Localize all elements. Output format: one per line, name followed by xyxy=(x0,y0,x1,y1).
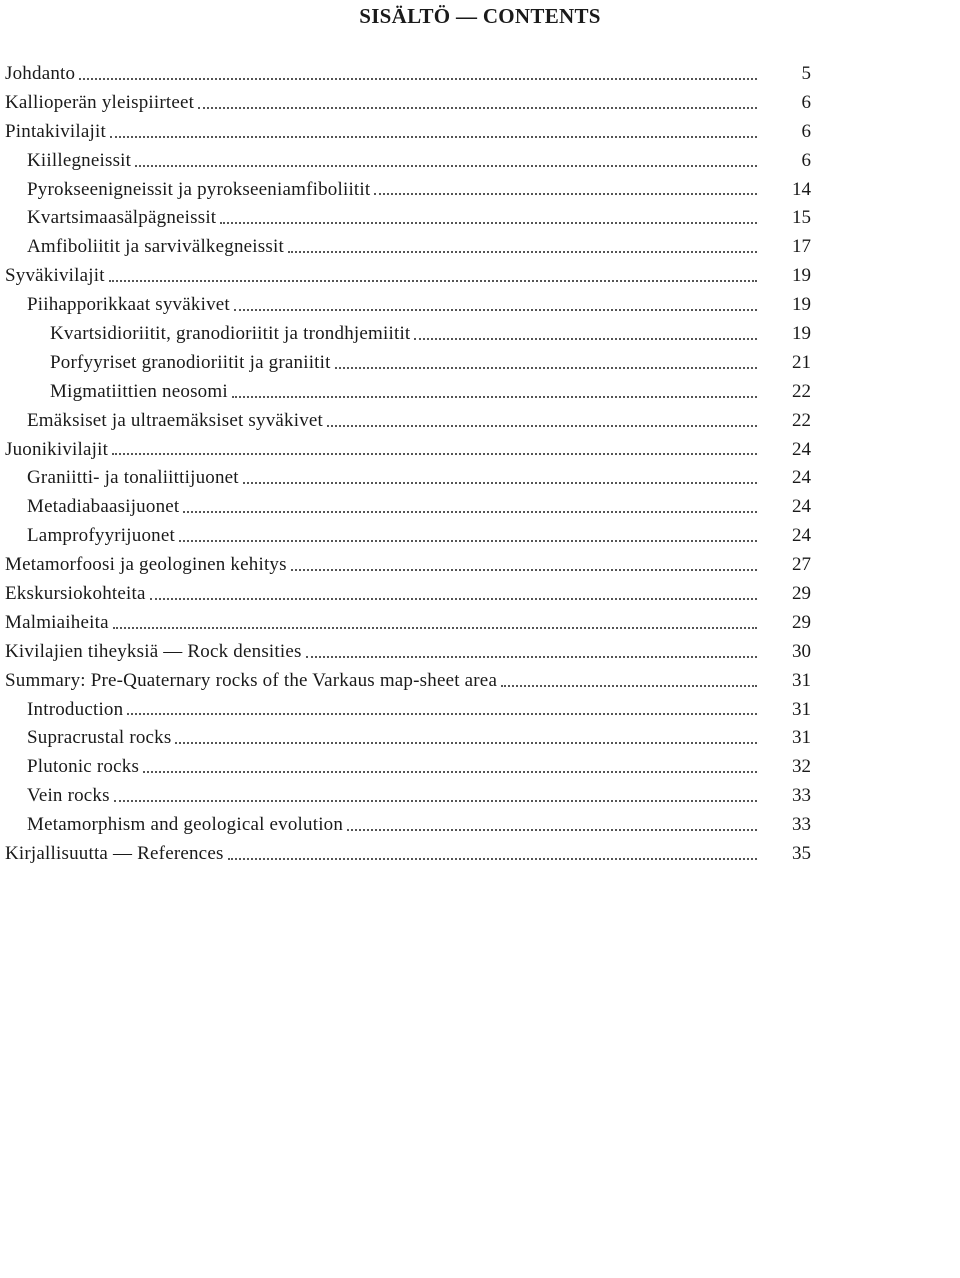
toc-entry-page-number: 6 xyxy=(801,120,811,142)
toc-entry-page-number: 19 xyxy=(792,265,811,287)
toc-entry-page-number: 24 xyxy=(792,438,811,460)
toc-entry xyxy=(5,724,811,753)
toc-entry-page-number: 24 xyxy=(792,467,811,489)
toc-entry-page-number: 24 xyxy=(792,525,811,547)
dot-leader xyxy=(109,280,757,282)
toc-entry xyxy=(5,349,811,378)
toc-entry-page-number: 19 xyxy=(792,323,811,345)
toc-entry xyxy=(5,118,811,147)
toc-entry-label: Supracrustal rocks xyxy=(27,727,172,749)
toc-entry-page-number: 32 xyxy=(792,756,811,778)
toc-entry-page-number: 31 xyxy=(792,669,811,691)
dot-leader xyxy=(234,309,757,311)
toc-entry-page-number: 31 xyxy=(792,698,811,720)
toc-entry xyxy=(5,667,811,696)
toc-entry xyxy=(5,811,811,840)
toc-entry-label: Malmiaiheita xyxy=(5,611,109,633)
toc-entry xyxy=(5,60,811,89)
toc-entry xyxy=(5,696,811,725)
toc-entry xyxy=(5,493,811,522)
toc-entry-page-number: 15 xyxy=(792,207,811,229)
toc-entry-label: Vein rocks xyxy=(27,785,110,807)
dot-leader xyxy=(228,858,757,860)
toc-entry xyxy=(5,522,811,551)
dot-leader xyxy=(110,136,757,138)
toc-entry-page-number: 6 xyxy=(801,91,811,113)
toc-entry-page-number: 30 xyxy=(792,640,811,662)
toc-entry xyxy=(5,291,811,320)
dot-leader xyxy=(374,193,757,195)
dot-leader xyxy=(179,540,757,542)
toc-entry-label: Plutonic rocks xyxy=(27,756,140,778)
dot-leader xyxy=(135,165,757,167)
dot-leader xyxy=(183,511,757,513)
dot-leader xyxy=(327,425,757,427)
toc-entry-page-number: 33 xyxy=(792,814,811,836)
toc-entry-label: Porfyyriset granodioriitit ja graniitit xyxy=(50,351,331,373)
toc-entry-page-number: 5 xyxy=(801,63,811,84)
toc-entry-label: Lamprofyyrijuonet xyxy=(27,525,175,547)
toc-entry-label: Syväkivilajit xyxy=(5,265,105,287)
toc-entry xyxy=(5,378,811,407)
dot-leader xyxy=(112,453,757,455)
dot-leader xyxy=(150,598,757,600)
toc-entry xyxy=(5,464,811,493)
toc-entry-label: Ekskursiokohteita xyxy=(5,583,146,605)
toc-entry-page-number: 35 xyxy=(792,843,811,865)
toc-entry xyxy=(5,436,811,465)
toc-entry-page-number: 6 xyxy=(801,149,811,171)
dot-leader xyxy=(243,482,757,484)
toc-entry-label: Metamorphism and geological evolution xyxy=(27,814,344,836)
dot-leader xyxy=(79,78,757,80)
toc-entry xyxy=(5,89,811,118)
toc-entry-label: Kirjallisuutta — References xyxy=(5,843,224,865)
toc-entry xyxy=(5,262,811,291)
toc-entry-page-number: 21 xyxy=(792,351,811,373)
toc-entry-page-number: 33 xyxy=(792,785,811,807)
dot-leader xyxy=(232,396,757,398)
toc-entry-page-number: 31 xyxy=(792,727,811,749)
toc-entry-label: Kvartsidioriitit, granodioriitit ja trondhjemiitit xyxy=(50,323,411,345)
toc-entry-page-number: 29 xyxy=(792,611,811,633)
toc-entry-label: Juonikivilajit xyxy=(5,438,109,460)
toc-entry-label: Introduction xyxy=(27,698,124,720)
toc-entry xyxy=(5,840,811,869)
toc-entry-page-number: 24 xyxy=(792,496,811,518)
dot-leader xyxy=(175,742,757,744)
toc-entry xyxy=(5,204,811,233)
toc-entry-label: Pyrokseenigneissit ja pyrokseeniamfiboliitit xyxy=(27,178,371,200)
toc-entry xyxy=(5,638,811,667)
toc-entry-page-number: 22 xyxy=(792,409,811,431)
toc-entry-label: Graniitti- ja tonaliittijuonet xyxy=(27,467,239,489)
page-title: SISÄLTÖ — CONTENTS xyxy=(359,4,601,28)
toc-entry-label: Migmatiittien neosomi xyxy=(50,380,228,402)
toc-entry xyxy=(5,147,811,176)
dot-leader xyxy=(288,251,757,253)
toc-entry-page-number: 27 xyxy=(792,554,811,576)
dot-leader xyxy=(501,685,757,687)
dot-leader xyxy=(306,656,757,658)
toc-entry-label: Pintakivilajit xyxy=(5,120,106,142)
dot-leader xyxy=(143,771,757,773)
toc-entry-page-number: 22 xyxy=(792,380,811,402)
dot-leader xyxy=(114,800,757,802)
toc-entry-label: Summary: Pre-Quaternary rocks of the Varkaus map-sheet area xyxy=(5,669,498,691)
toc-entry xyxy=(5,551,811,580)
toc-entry-page-number: 29 xyxy=(792,583,811,605)
toc-entry xyxy=(5,176,811,205)
toc-entry xyxy=(5,609,811,638)
toc-entry-label: Kvartsimaasälpägneissit xyxy=(27,207,217,229)
toc-entry-page-number: 14 xyxy=(792,178,811,200)
toc-entry xyxy=(5,580,811,609)
toc-entry-label: Amfiboliitit ja sarvivälkegneissit xyxy=(27,236,284,258)
dot-leader xyxy=(198,107,757,109)
dot-leader xyxy=(127,713,757,715)
toc-entry xyxy=(5,753,811,782)
toc-entry-label: Kiillegneissit xyxy=(27,149,132,171)
dot-leader xyxy=(347,829,757,831)
table-of-contents xyxy=(5,60,811,869)
toc-entry-label: Piihapporikkaat syväkivet xyxy=(27,294,230,316)
toc-entry-label: Kivilajien tiheyksiä — Rock densities xyxy=(5,640,302,662)
dot-leader xyxy=(291,569,757,571)
toc-entry-label: Johdanto xyxy=(5,63,76,84)
toc-entry-label: Kallioperän yleispiirteet xyxy=(5,91,195,113)
toc-entry xyxy=(5,233,811,262)
toc-entry xyxy=(5,320,811,349)
dot-leader xyxy=(220,222,757,224)
toc-entry-label: Metadiabaasijuonet xyxy=(27,496,180,518)
dot-leader xyxy=(414,338,757,340)
toc-entry-page-number: 19 xyxy=(792,294,811,316)
dot-leader xyxy=(113,627,757,629)
toc-entry xyxy=(5,407,811,436)
toc-entry xyxy=(5,782,811,811)
dot-leader xyxy=(335,367,757,369)
toc-entry-page-number: 17 xyxy=(792,236,811,258)
toc-entry-label: Metamorfoosi ja geologinen kehitys xyxy=(5,554,287,576)
toc-entry-label: Emäksiset ja ultraemäksiset syväkivet xyxy=(27,409,324,431)
